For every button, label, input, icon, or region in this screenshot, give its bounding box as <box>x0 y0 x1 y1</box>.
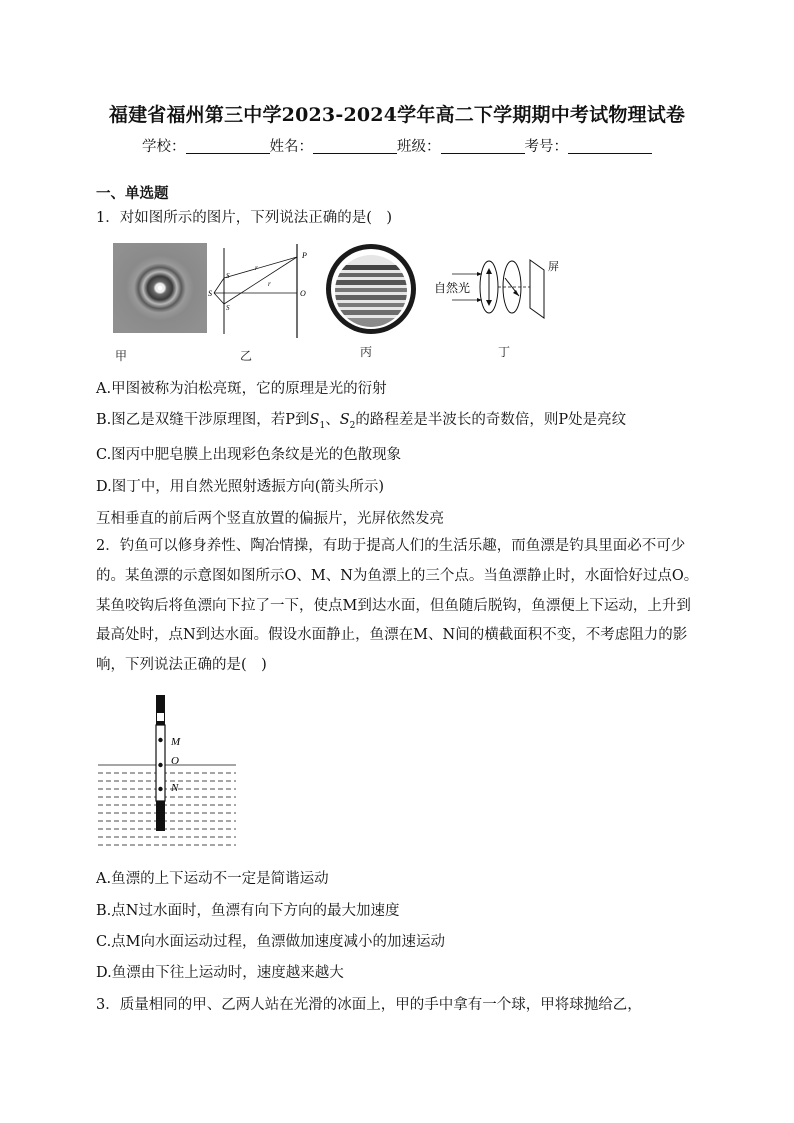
poisson-spot-figure <box>113 243 207 333</box>
fig-label-n: N <box>171 782 179 794</box>
q2-option-d: D.鱼漂由下往上运动时，速度越来越大 <box>96 965 344 981</box>
class-blank <box>441 138 525 154</box>
fig-label-p: P <box>302 251 307 260</box>
q1-option-d-line1: D.图丁中，用自然光照射透振方向(箭头所示) <box>96 479 385 495</box>
caption-jia: 甲 <box>115 349 128 363</box>
number-label: 考号： <box>524 139 568 155</box>
fig-label-r1: r <box>255 264 258 272</box>
fig-label-screen: 屏 <box>548 260 559 273</box>
fig-label-m: M <box>171 736 181 748</box>
school-blank <box>186 138 270 154</box>
caption-yi: 乙 <box>240 349 253 363</box>
school-label: 学校： <box>142 139 186 155</box>
section-heading: 一、单选题 <box>96 185 169 202</box>
q1-option-b-part2: 、 <box>325 412 340 428</box>
q2-option-c: C.点M向水面运动过程，鱼漂做加速度减小的加速运动 <box>96 934 446 950</box>
name-blank <box>313 138 397 154</box>
polarizer-figure <box>432 256 572 320</box>
q1-option-c: C.图丙中肥皂膜上出现彩色条纹是光的色散现象 <box>96 447 402 463</box>
soap-film-figure <box>325 243 417 335</box>
q1-option-b-part3: 的路程差是半波长的奇数倍，则P处是亮纹 <box>355 412 627 428</box>
s2-symbol: S <box>339 412 350 428</box>
caption-ding: 丁 <box>498 345 511 359</box>
caption-bing: 丙 <box>360 345 373 359</box>
q1-option-d-line2: 互相垂直的前后两个竖直放置的偏振片，光屏依然发亮 <box>96 511 444 527</box>
fig-label-o2: O <box>171 755 179 767</box>
fig-label-s2: S <box>226 304 230 312</box>
fig-label-r2: r <box>268 280 271 288</box>
name-label: 姓名： <box>269 139 313 155</box>
fig-label-s1: S <box>226 272 230 280</box>
fig-label-o: O <box>300 289 306 298</box>
double-slit-figure <box>208 242 313 340</box>
student-info-line <box>0 135 794 156</box>
q2-option-b: B.点N过水面时，鱼漂有向下方向的最大加速度 <box>96 903 400 919</box>
q1-option-b: B.图乙是双缝干涉原理图，若P到$S_1$、$S_2$的路程差是半波长的奇数倍，则P处是亮纹 <box>96 412 627 431</box>
q1-option-a: A.甲图被称为泊松亮斑，它的原理是光的衍射 <box>96 381 387 397</box>
q1-stem: 1．对如图所示的图片，下列说法正确的是( ) <box>96 210 393 226</box>
q1-option-b-part1: B.图乙是双缝干涉原理图，若P到 <box>96 412 310 428</box>
number-blank <box>568 138 652 154</box>
q2-option-a: A.鱼漂的上下运动不一定是简谐运动 <box>96 871 329 887</box>
fishing-float-figure <box>96 693 240 855</box>
fig-label-s: S <box>208 289 212 298</box>
s1-symbol: S <box>309 412 320 428</box>
fig-label-natural-light: 自然光 <box>434 281 471 295</box>
q3-text: 3．质量相同的甲、乙两人站在光滑的冰面上，甲的手中拿有一个球，甲将球抛给乙， <box>96 997 642 1013</box>
class-label: 班级： <box>397 139 441 155</box>
page-title: 福建省福州第三中学2023-2024学年高二下学期期中考试物理试卷 <box>108 104 686 126</box>
q2-text: 2．钓鱼可以修身养性、陶冶情操，有助于提高人们的生活乐趣，而鱼漂是钓具里面必不可少的。某鱼漂的示意图如图所示O、M、N为鱼漂上的三个点。当鱼漂静止时，水面恰好过点O。某鱼咬钩后将鱼漂向下拉了一下，使点M到达水面，但鱼随后脱钩，鱼漂便上下运动，上升到最高处时，点N到达水面。假设水面静止，鱼漂在M、N间的横截面积不变，不考虑阻力的影响，下列说法正确的是( ) <box>96 538 699 674</box>
